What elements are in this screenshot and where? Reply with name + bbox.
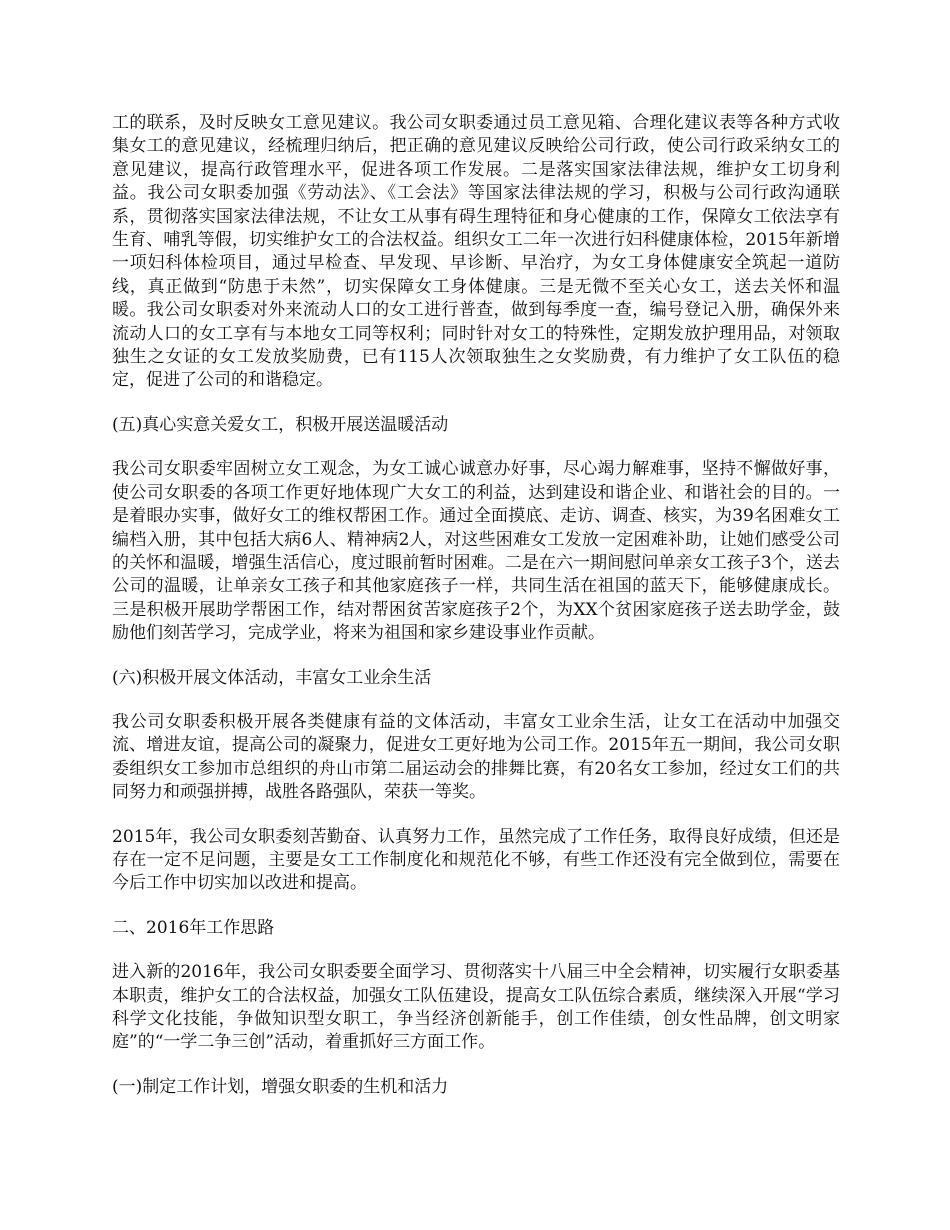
- paragraph-womens-rights: 工的联系，及时反映女工意见建议。我公司女职委通过员工意见箱、合理化建议表等各种方式收集女工的意见建议，经梳理归纳后，把正确的意见建议反映给公司行政，使公司行政采纳女工的意见建议，提高行政管理水平，促进各项工作发展。二是落实国家法律法规，维护女工切身利益。我公司女职委加强《劳动法》、《工会法》等国家法律法规的学习，积极与公司行政沟通联系，贯彻落实国家法律法规，不让女工从事有碍生理特征和身心健康的工作，保障女工依法享有生育、哺乳等假，切实维护女工的合法权益。组织女工二年一次进行妇科健康体检，2015年新增一项妇科体检项目，通过早检查、早发现、早诊断、早治疗，为女工身体健康安全筑起一道防线，真正做到“防患于未然”，切实保障女工身体健康。三是无微不至关心女工，送去关怀和温暖。我公司女职委对外来流动人口的女工进行普查，做到每季度一查，编号登记入册，确保外来流动人口的女工享有与本地女工同等权利；同时针对女工的特殊性，定期发放护理用品，对领取独生之女证的女工发放奖励费，已有115人次领取独生之女奖励费，有力维护了女工队伍的稳定，促进了公司的和谐稳定。: [112, 113, 840, 391]
- section-heading-2016-plan: 二、2016年工作思路: [112, 917, 275, 938]
- paragraph-care-activities: 我公司女职委牢固树立女工观念，为女工诚心诚意办好事，尽心竭力解难事，坚持不懈做好事，使公司女职委的各项工作更好地体现广大女工的利益，达到建设和谐企业、和谐社会的目的。一是着眼办实事，做好女工的维权帮困工作。通过全面摸底、走访、调查、核实，为39名困难女工编档入册，其中包括大病6人、精神病2人，对这些困难女工发放一定困难补助，让她们感受公司的关怀和温暖，增强生活信心，度过眼前暂时困难。二是在六一期间慰问单亲女工孩子3个，送去公司的温暖，让单亲女工孩子和其他家庭孩子一样，共同生活在祖国的蓝天下，能够健康成长。三是积极开展助学帮困工作，结对帮困贫苦家庭孩子2个，为XX个贫困家庭孩子送去助学金，鼓励他们刻苦学习，完成学业，将来为祖国和家乡建设事业作贡献。: [112, 459, 840, 644]
- subsection-heading-1: (一)制定工作计划，增强女职委的生机和活力: [112, 1076, 449, 1097]
- paragraph-cultural-activities: 我公司女职委积极开展各类健康有益的文体活动，丰富女工业余生活，让女工在活动中加强交流、增进友谊，提高公司的凝聚力，促进女工更好地为公司工作。2015年五一期间，我公司女职委组织女工参加市总组织的舟山市第二届运动会的排舞比赛，有20名女工参加，经过女工们的共同努力和顽强拼搏，战胜各路强队，荣获一等奖。: [112, 711, 840, 803]
- paragraph-2016-ideas: 进入新的2016年，我公司女职委要全面学习、贯彻落实十八届三中全会精神，切实履行女职委基本职责，维护女工的合法权益，加强女工队伍建设，提高女工队伍综合素质，继续深入开展“学习科学文化技能，争做知识型女职工，争当经济创新能手，创工作佳绩，创女性品牌，创文明家庭”的“一学二争三创”活动，着重抓好三方面工作。: [112, 962, 840, 1053]
- section-heading-5: (五)真心实意关爱女工，积极开展送温暖活动: [112, 414, 449, 435]
- paragraph-summary-2015: 2015年，我公司女职委刻苦勤奋、认真努力工作，虽然完成了工作任务，取得良好成绩，但还是存在一定不足问题，主要是女工工作制度化和规范化不够，有些工作还没有完全做到位，需要在今后工作中切实加以改进和提高。: [112, 826, 840, 894]
- section-heading-6: (六)积极开展文体活动，丰富女工业余生活: [112, 667, 432, 688]
